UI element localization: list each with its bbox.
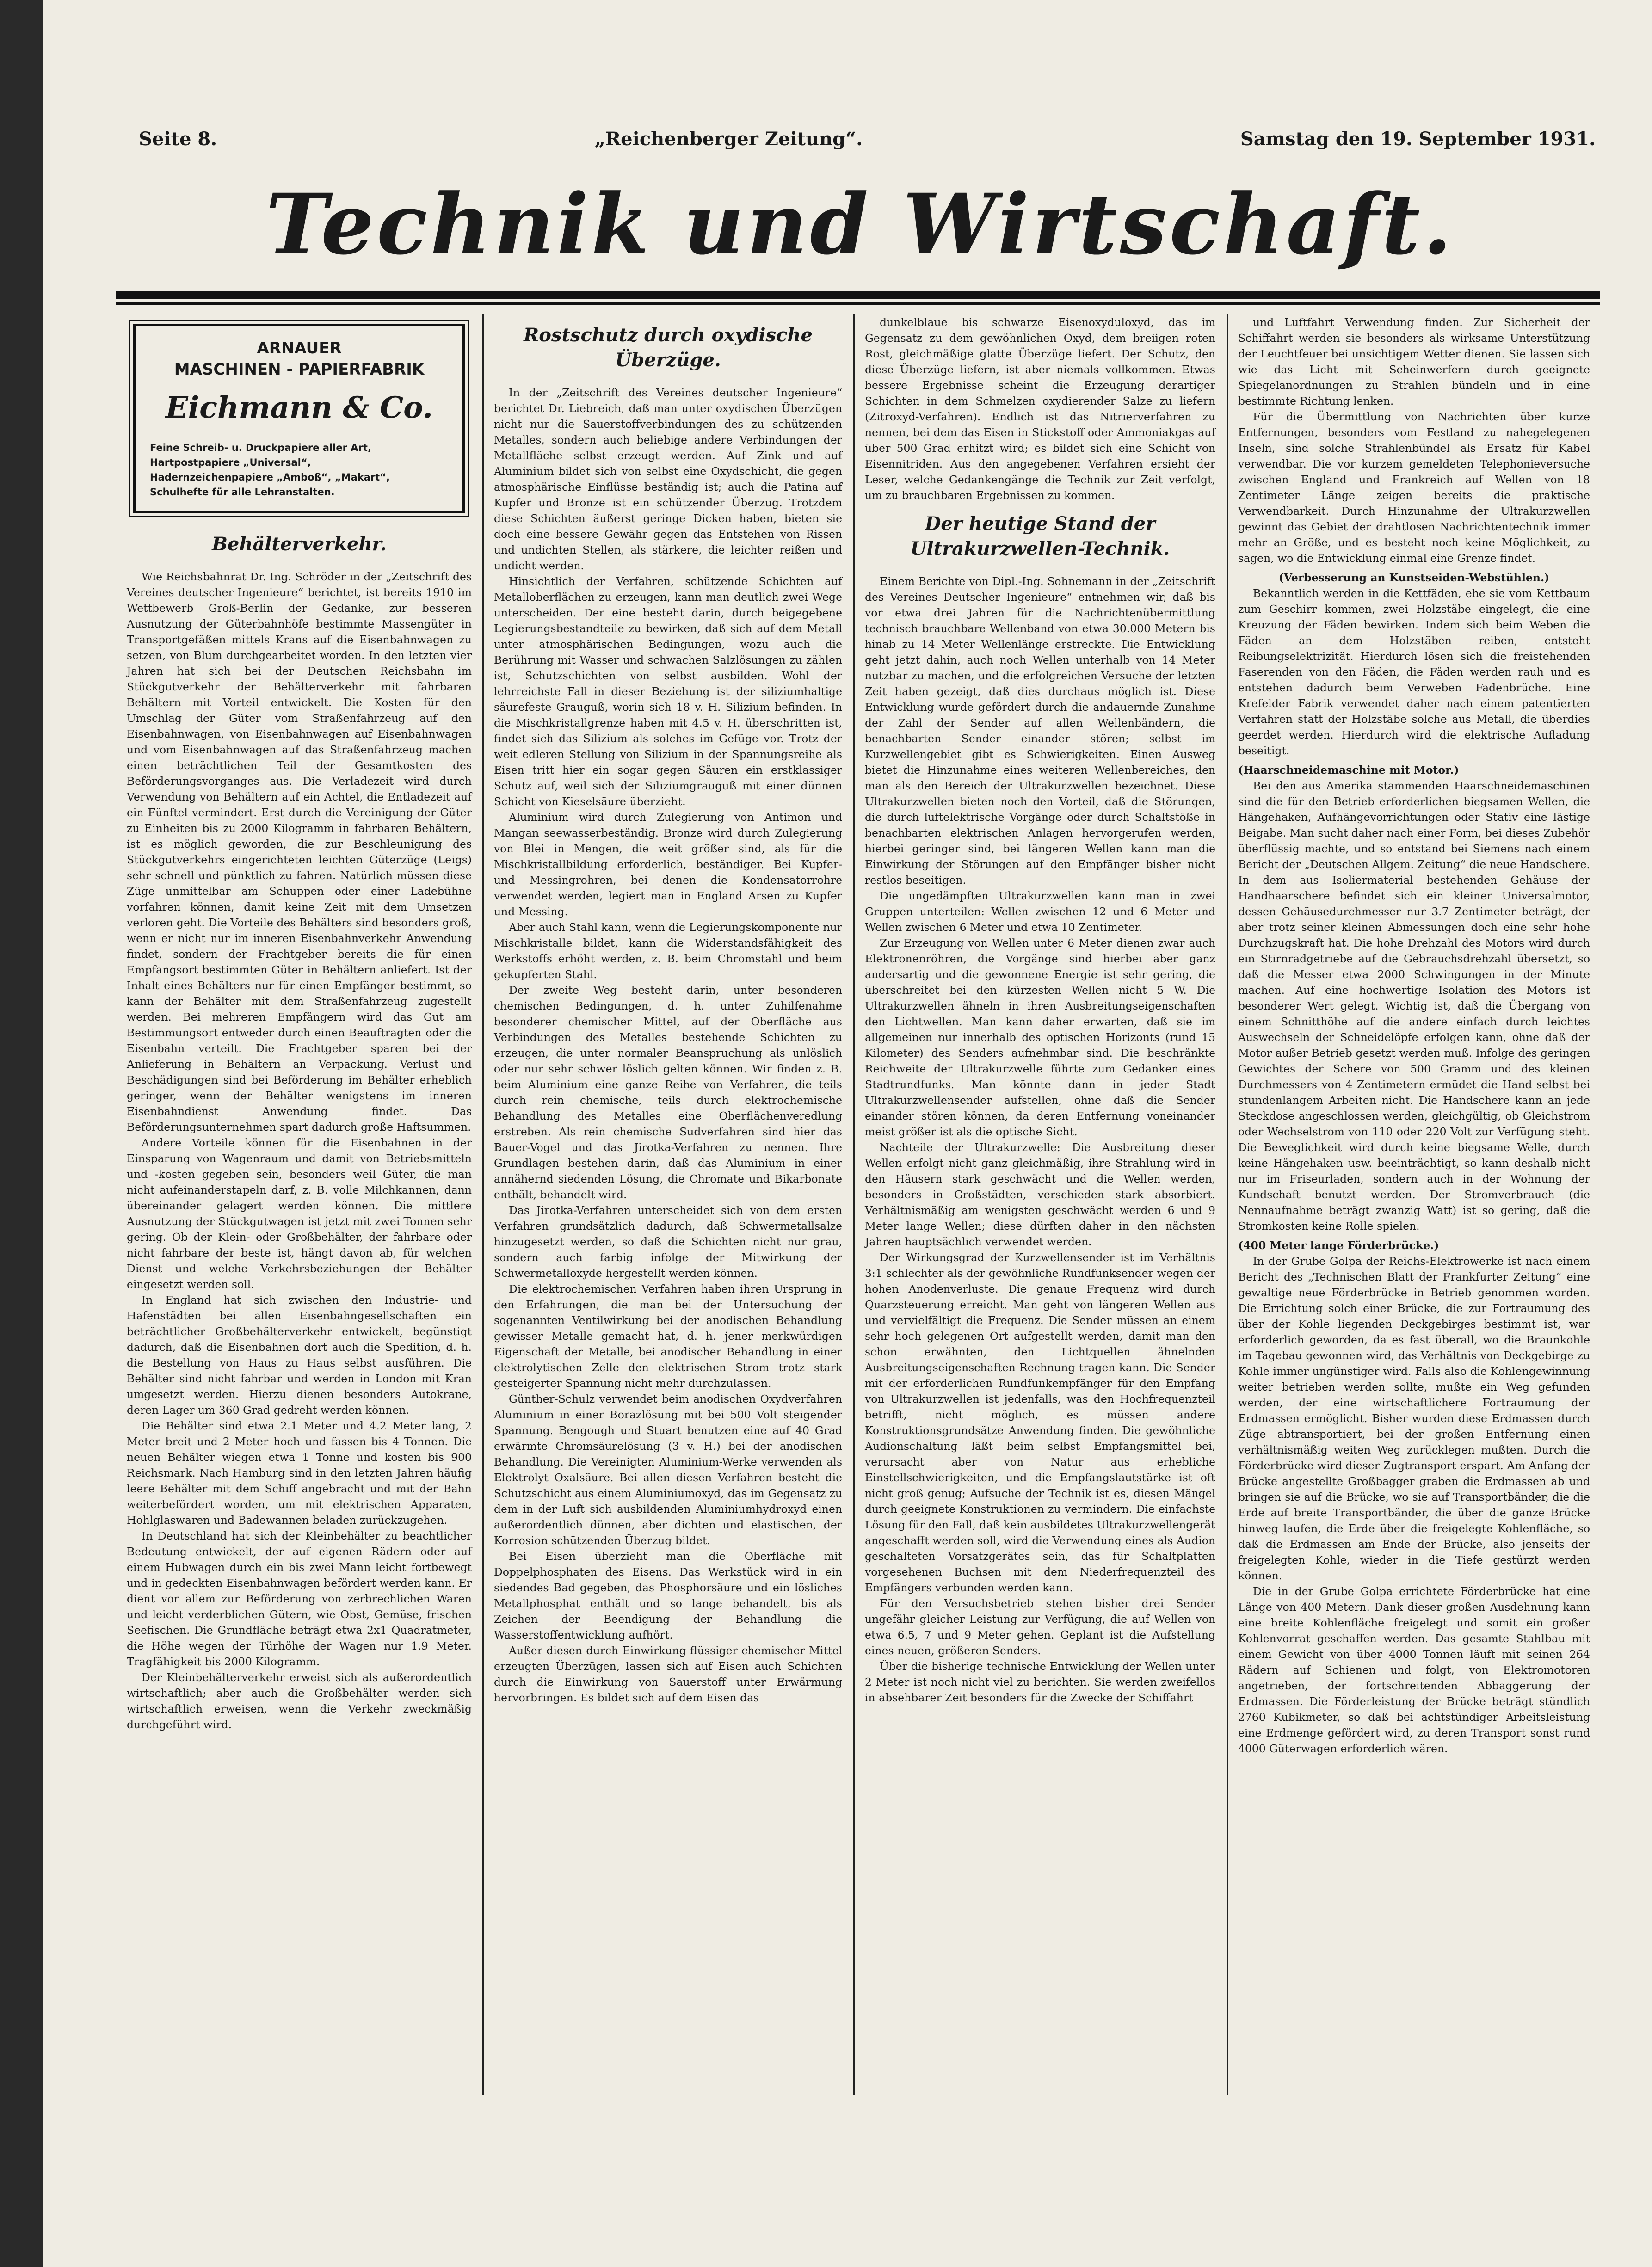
issue-date: Samstag den 19. September 1931. [1240, 128, 1596, 150]
article-paragraph: und Luftfahrt Verwendung finden. Zur Sicherheit der Schiffahrt werden sie besonders als wirksame Unterstützung der Leuchtfeuer bei unsichtigem Wetter dienen. Sie lassen sich wie das Licht mit Scheinwerfern durch geeignete Spiegelanordnungen zu Strahlen bündeln und in eine bestimmte Richtung lenken. [1238, 316, 1590, 407]
ad-line: Schulhefte für alle Lehranstalten. [150, 487, 335, 498]
article-paragraph: Einem Berichte von Dipl.-Ing. Sohnemann in der „Zeitschrift des Vereines Deutscher Ingenieure“ entnehmen wir, daß bis vor etwa drei Jahren für die Nachrichtenübermittlung technisch brauchbare Wellenband von etwa 30.000 Metern bis hinab zu 14 Meter Wellenlänge erstreckte. Die Entwicklung geht jetzt dahin, auch noch Wellen unterhalb von 14 Meter nutzbar zu machen, und die erfolgreichen Versuche der letzten Zeit haben gezeigt, daß dies durchaus möglich ist. Diese Entwicklung wurde gefördert durch die andauernde Zunahme der Zahl der Sender auf allen Wellenbändern, die benachbarten Sender einander stören; selbst im Kurzwellengebiet gibt es Schwierigkeiten. Einen Ausweg bietet die Hinzunahme eines weiteren Wellenbereiches, den man als den Bereich der Ultrakurzwellen bezeichnet. Diese Ultrakurzwellen bieten noch den Vorteil, daß die Störungen, die durch luftelektrische Vorgänge oder durch Schaltstöße in benachbarten elektrischen Anlagen hervorgerufen werden, hierbei geringer sind, bei längeren Wellen kann man die Einwirkung der Störungen auf den Empfänger bisher nicht restlos beseitigen. [865, 575, 1215, 887]
article-paragraph: Die ungedämpften Ultrakurzwellen kann man in zwei Gruppen unterteilen: Wellen zwischen 12 und 6 Meter und Wellen zwischen 6 Meter und etwa 10 Zentimeter. [865, 889, 1215, 934]
article-paragraph: Hinsichtlich der Verfahren, schützende Schichten auf Metalloberflächen zu erzeugen, kann man deutlich zwei Wege unterscheiden. Der eine besteht darin, durch beigegebene Legierungsbestandteile zu bewirken, daß sich auf dem Metall unter atmosphärischen Bedingungen, wozu auch die Berührung mit Wasser und schwachen Salzlösungen zu zählen ist, Schutzschichten von selbst ausbilden. Wohl der lehrreichste Fall in dieser Beziehung ist der siliziumhaltige säurefeste Grauguß, worin sich 18 v. H. Silizium befinden. In die Mischkristallgrenze haben mit 4.5 v. H. überschritten ist, findet sich das Silizium als solches im Gefüge vor. Trotz der weit edleren Stellung von Silizium in der Spannungsreihe als Eisen tritt hier ein sogar gegen Säuren ein erstklassiger Schutz auf, weil sich der Siliziumgrauguß mit einer dünnen Schicht von Kieselsäure überzieht. [494, 575, 842, 808]
article-paragraph: Für den Versuchsbetrieb stehen bisher drei Sender ungefähr gleicher Leistung zur Verfügung, die auf Wellen von etwa 6.5, 7 und 9 Meter gehen. Geplant ist die Aufstellung eines neuen, größeren Senders. [865, 1597, 1215, 1657]
article-paragraph: Aluminium wird durch Zulegierung von Antimon und Mangan seewasserbeständig. Bronze wird durch Zulegierung von Blei in Mengen, die weit größer sind, als für die Mischkristallbildung erforderlich, beständiger. Bei Kupfer- und Messingrohren, bei denen die Kondensatorrohre verwendet werden, legiert man in England Arsen zu Kupfer und Messing. [494, 811, 842, 918]
article-paragraph: Für die Übermittlung von Nachrichten über kurze Entfernungen, besonders vom Festland zu nahegelegenen Inseln, sind solche Strahlenbündel als Ersatz für Kabel verwendbar. Die vor kurzem gemeldeten Telephonieversuche zwischen England und Frankreich auf Wellen von 18 Zentimeter Länge zeigen bereits die praktische Verwendbarkeit. Durch Hinzunahme der Ultrakurzwellen gewinnt das Gebiet der drahtlosen Nachrichtentechnik immer mehr an Größe, und es besteht noch keine Möglichkeit, zu sagen, wo die Entwicklung einmal eine Grenze findet. [1238, 410, 1590, 565]
masthead-rule-thin [116, 302, 1600, 305]
column-2 [484, 314, 852, 2086]
article-paragraph: In der „Zeitschrift des Vereines deutscher Ingenieure“ berichtet Dr. Liebreich, daß man unter oxydischen Überzügen nicht nur die Sauerstoffverbindungen des zu schützenden Metalles, sondern auch beliebige andere Verbindungen der Metallfläche selbst erzeugt werden. Auf Zink und auf Aluminium bildet sich von selbst eine Oxydschicht, die gegen atmosphärische Einflüsse beständig ist; auch die Patina auf Kupfer und Bronze ist ein schützender Überzug. Trotzdem diese Schichten äußerst geringe Dicken haben, bieten sie doch eine bessere Gewähr gegen das Entstehen von Rissen und undichten Stellen, als stärkere, die leichter reißen und undicht werden. [494, 386, 842, 572]
article-paragraph: Bei den aus Amerika stammenden Haarschneidemaschinen sind die für den Betrieb erforderlichen biegsamen Wellen, die Hängehaken, Aufhängevorrichtungen oder Stativ eine lästige Beigabe. Man sucht daher nach einer Form, bei dieses Zubehör überflüssig machte, und so entstand bei Siemens nach einem Bericht der „Deutschen Allgem. Zeitung“ die neue Handschere. In dem aus Isoliermaterial bestehenden Gehäuse der Handhaarschere befindet sich ein kleiner Universalmotor, dessen Gehäusedurchmesser nur 3.7 Zentimeter beträgt, der aber trotz seiner kleinen Abmessungen doch eine sehr hohe Durchzugskraft hat. Die hohe Drehzahl des Motors wird durch ein Stirnradgetriebe auf die Gebrauchsdrehzahl übersetzt, so daß die Messer etwa 2000 Schwingungen in der Minute machen. Auf eine hochwertige Isolation des Motors ist besonderer Wert gelegt. Wichtig ist, daß die Übergang von einem Schnitthöhe auf die andere einfach durch leichtes Auswechseln der Schneidelöpfe erfolgen kann, ohne daß der Motor außer Betrieb gesetzt werden muß. Infolge des geringen Gewichtes der Schere von 500 Gramm und des kleinen Durchmessers von 4 Zentimetern ermüdet die Hand selbst bei stundenlangem Arbeiten nicht. Die Handschere kann an jede Steckdose angeschlossen werden, gleichgültig, ob Gleichstrom oder Wechselstrom von 110 oder 220 Volt zur Verfügung steht. Die Beweglichkeit wird durch keine biegsame Welle, durch keine Hängehaken usw. beeinträchtigt, so kann deshalb nicht nur im Friseurladen, sondern auch in der Wohnung der Kundschaft benutzt werden. Der Stromverbrauch (die Nennaufnahme beträgt zwanzig Watt) ist so gering, daß die Stromkosten keine Rolle spielen. [1238, 779, 1590, 1232]
article-headline: Der heutige Stand der Ultrakurzwellen-Technik. [910, 513, 1170, 560]
article-paragraph: In England hat sich zwischen den Industrie- und Hafenstädten bei allen Eisenbahngesellschaften ein beträchtlicher Großbehälterverkehr entwickelt, begünstigt dadurch, daß die Eisenbahnen dort auch die Spedition, d. h. die Bestellung von Haus zu Haus selbst ausführen. Die Behälter sind nicht fahrbar und werden in London mit Kran umgesetzt werden. Hierzu dienen besonders Autokrane, deren Lager um 360 Grad gedreht werden können. [127, 1294, 472, 1417]
ad-line: Hadernzeichenpapiere „Amboß“, „Makart“, [150, 472, 390, 483]
article-paragraph: Außer diesen durch Einwirkung flüssiger chemischer Mittel erzeugten Überzügen, lassen sich auf Eisen auch Schichten durch die Einwirkung von Sauerstoff unter Erwärmung hervorbringen. Es bildet sich auf dem Eisen das [494, 1644, 842, 1704]
article-paragraph: Wie Reichsbahnrat Dr. Ing. Schröder in der „Zeitschrift des Vereines deutscher Ingenieure“ berichtet, ist bereits 1910 im Wettbewerb Groß-Berlin der Gedanke, zur besseren Ausnutzung der Güterbahnhöfe bestimmte Massengüter in Transportgefäßen mittels Krans auf die Eisenbahnwagen zu setzen, von Blum durchgearbeitet worden. In den letzten vier Jahren hat sich bei der Deutschen Reichsbahn im Stückgutverkehr der Behälterverkehr mit fahrbaren Behältern mit Vorteil entwickelt. Die Kosten für den Umschlag der Güter vom Straßenfahrzeug auf den Eisenbahnwagen, von Eisenbahnwagen auf Eisenbahnwagen und vom Eisenbahnwagen auf das Straßenfahrzeug machen einen beträchtlichen Teil der Gesamtkosten des Beförderungsvorganges aus. Die Verladezeit wird durch Verwendung von Behältern auf ein Achtel, die Entladezeit auf ein Fünftel vermindert. Erst durch die Vereinigung der Güter zu Einheiten bis zu 2000 Kilogramm in fahrbaren Behältern, ist es möglich geworden, die zur Beschleunigung des Stückgutverkehrs eingerichteten leichten Güterzüge (Leigs) sehr schnell und pünktlich zu fahren. Natürlich müssen diese Züge unmittelbar am Schuppen oder einer Ladebühne vorfahren können, damit keine Zeit mit dem Umsetzen verloren geht. Die Vorteile des Behälters sind besonders groß, wenn er nicht nur im inneren Eisenbahnverkehr Anwendung findet, sondern der Frachtgeber bereits die für einen Empfangsort bestimmten Güter in Behältern anliefert. Ist der Inhalt eines Behälters nur für einen Empfänger bestimmt, so kann der Behälter mit dem Straßenfahrzeug zugestellt werden. Bei mehreren Empfängern wird das Gut am Bestimmungsort entweder durch einen Beauftragten oder die Eisenbahn verteilt. Die Frachtgeber sparen bei der Anlieferung in Behältern an Verpackung. Verlust und Beschädigungen sind bei Beförderung im Behälter erheblich geringer, wenn der Behälter wenigstens im inneren Eisenbahndienst Anwendung findet. Das Beförderungsunternehmen spart dadurch große Haftsummen. [127, 570, 472, 1134]
article-subheading: (400 Meter lange Förderbrücke.) [1238, 1239, 1439, 1252]
ad-line: Feine Schreib- u. Druckpapiere aller Art, [150, 442, 371, 453]
column-3 [855, 314, 1226, 2086]
article-paragraph: Der zweite Weg besteht darin, unter besonderen chemischen Bedingungen, d. h. unter Zuhilfenahme besonderer chemischer Mittel, auf der Oberfläche aus Verbindungen des Metalles bestehende Schichten zu erzeugen, die unter normaler Beanspruchung als unlöslich oder nur sehr schwer löslich gelten können. Wir finden z. B. beim Aluminium eine ganze Reihe von Verfahren, die teils durch rein chemische, teils durch elektrochemische Behandlung des Metalles eine Oberflächenveredlung erstreben. Als rein chemische Sudverfahren sind hier das Bauer-Vogel und das Jirotka-Verfahren zu nennen. Ihre Grundlagen bestehen darin, daß das Aluminium in einer annähernd siedenden Lösung, die Chromate und Bikarbonate enthält, behandelt wird. [494, 984, 842, 1201]
ad-line: ARNAUER [257, 339, 342, 357]
article-paragraph: Über die bisherige technische Entwicklung der Wellen unter 2 Meter ist noch nicht viel zu berichten. Sie werden zweifellos in absehbarer Zeit besonders für die Zwecke der Schiffahrt [865, 1660, 1215, 1704]
article-paragraph: Zur Erzeugung von Wellen unter 6 Meter dienen zwar auch Elektronenröhren, die Vorgänge sind hierbei aber ganz andersartig und die gewonnene Energie ist sehr gering, die überschreitet bei den kürzesten Wellen nicht 5 W. Die Ultrakurzwellen ähneln in ihren Ausbreitungseigenschaften den Lichtwellen. Man kann daher erwarten, daß sie im allgemeinen nur innerhalb des optischen Horizonts (rund 15 Kilometer) des Senders aufnehmbar sind. Die beschränkte Reichweite der Ultrakurzwelle führte zum Gedanken eines Stadtrundfunks. Man könnte dann in jeder Stadt Ultrakurzwellensender aufstellen, ohne daß die Sender einander stören können, da deren Entfernung voneinander meist größer ist als die optische Sicht. [865, 936, 1215, 1138]
article-paragraph: Andere Vorteile können für die Eisenbahnen in der Einsparung von Wagenraum und damit von Betriebsmitteln und -kosten gegeben sein, besonders weil Güter, die man nicht aufeinanderstapeln darf, z. B. volle Milchkannen, dann übereinander gelagert werden können. Die mittlere Ausnutzung der Stückgutwagen ist jetzt mit zwei Tonnen sehr gering. Ob der Klein- oder Großbehälter, der fahrbare oder nicht fahrbare der beste ist, hängt davon ab, für welchen Dienst und welche Verkehrsbeziehungen der Behälter eingesetzt werden soll. [127, 1136, 472, 1291]
article-paragraph: Nachteile der Ultrakurzwelle: Die Ausbreitung dieser Wellen erfolgt nicht ganz gleichmäßig, ihre Strahlung wird in den Häusern stark geschwächt und die Wellen werden, besonders in Großstädten, verschieden stark absorbiert. Verhältnismäßig am wenigsten geschwächt werden 6 und 9 Meter lange Wellen; diese dürften daher in den nächsten Jahren hauptsächlich verwendet werden. [865, 1141, 1215, 1248]
article-paragraph: Der Kleinbehälterverkehr erweist sich als außerordentlich wirtschaftlich; aber auch die Großbehälter werden sich wirtschaftlich erweisen, wenn die Verkehr zweckmäßig durchgeführt wird. [127, 1671, 472, 1731]
article-paragraph: In der Grube Golpa der Reichs-Elektrowerke ist nach einem Bericht des „Technischen Blatt der Frankfurter Zeitung“ eine gewaltige neue Förderbrücke in Betrieb genommen worden. Die Errichtung solch einer Brücke, die zur Fortraumung des über der Kohle liegenden Deckgebirges bestimmt ist, war erforderlich geworden, da es fast überall, wo die Braunkohle im Tagebau gewonnen wird, das Verhältnis von Deckgebirge zu Kohle immer ungünstiger wird. Falls also die Kohlengewinnung weiter betrieben werden sollte, mußte ein Weg gefunden werden, der eine wirtschaftlichere Fortraumung der Erdmassen ermöglicht. Bisher wurden diese Erdmassen durch Züge abtransportiert, bei der großen Entfernung einen verhältnismäßig weiten Weg zurücklegen mußten. Durch die Förderbrücke wird dieser Zugtransport erspart. Am Anfang der Brücke angestellte Großbagger graben die Erdmassen ab und bringen sie auf die Brücke, wo sie auf Transportbänder, die die Erde auf breite Transportbänder, die über die ganze Brücke hinweg laufen, die Erde über die freigelegte Kohlenfläche, so daß die Erdmassen am Ende der Brücke, also jenseits der freigelegten Kohle, wieder in die Tiefe gestürzt werden können. [1238, 1255, 1590, 1582]
ad-company-name: Eichmann & Co. [166, 390, 433, 425]
article-subheading: (Verbesserung an Kunstseiden-Webstühlen.) [1278, 571, 1550, 584]
article-paragraph: Die in der Grube Golpa errichtete Förderbrücke hat eine Länge von 400 Metern. Dank dieser großen Ausdehnung kann eine breite Kohlenfläche freigelegt und somit ein großer Kohlenvorrat geschaffen werden. Das gesamte Stahlbau mit einem Gewicht von über 4000 Tonnen läuft mit seinen 264 Rädern auf Schienen und folgt, von Elektromotoren angetrieben, der fortschreitenden Abbaggerung der Erdmassen. Die Förderleistung der Brücke beträgt stündlich 2760 Kubikmeter, so daß bei achtstündiger Arbeitsleistung eine Erdmenge gefördert wird, zu deren Transport sonst rund 4000 Güterwagen erforderlich wären. [1238, 1585, 1590, 1755]
article-paragraph: Günther-Schulz verwendet beim anodischen Oxydverfahren Aluminium in einer Borazlösung mit bei 500 Volt steigender Spannung. Bengough und Stuart benutzen eine auf 40 Grad erwärmte Chromsäurelösung (3 v. H.) bei der anodischen Behandlung. Die Vereinigten Aluminium-Werke verwenden als Elektrolyt Oxalsäure. Bei allen diesen Verfahren besteht die Schutzschicht aus einem Aluminiumoxyd, das im Gegensatz zu dem in der Luft sich ausbildenden Aluminiumhydroxyd einen außerordentlich dünnen, aber dichten und elastischen, der Korrosion schützenden Überzug bildet. [494, 1392, 842, 1547]
paper-name: „Reichenberger Zeitung“. [594, 128, 863, 150]
article-paragraph: Der Wirkungsgrad der Kurzwellensender ist im Verhältnis 3:1 schlechter als der gewöhnliche Rundfunksender wegen der hohen Anodenverluste. Die genaue Frequenz wird durch Quarzsteuerung erreicht. Man geht von längeren Wellen aus und vervielfältigt die Frequenz. Die Sender müssen an einem sehr hoch gelegenen Ort aufgestellt werden, damit man den schon erwähnten, den Lichtquellen ähnelnden Ausbreitungseigenschaften Rechnung tragen kann. Die Sender mit der erforderlichen Rundfunkempfänger für den Empfang von Ultrakurzwellen ist jedenfalls, was den Hochfrequenzteil betrifft, nicht möglich, es müssen andere Konstruktionsgrundsätze Anwendung finden. Die gewöhnliche Audionschaltung läßt beim selbst Empfangsmittel bei, verursacht aber von Natur aus erhebliche Einstellschwierigkeiten, und die Empfangslautstärke ist oft nicht groß genug; Aufsuche der Technik ist es, diesen Mängel durch geeignete Konstruktionen zu vermindern. Die einfachste Lösung für den Fall, daß kein ausbildetes Ultrakurzwellengerät angeschafft werden soll, wird die Verwendung eines als Audion geschalteten Vorsatzgerätes sein, das für Schaltplatten vorgesehenen Buchsen mit dem Niederfrequenzteil des Empfängers verbunden werden kann. [865, 1251, 1215, 1594]
masthead-rule-thick [116, 291, 1600, 299]
column-4 [1228, 314, 1600, 2086]
article-paragraph: Das Jirotka-Verfahren unterscheidet sich von dem ersten Verfahren grundsätzlich dadurch, daß Schwermetallsalze hinzugesetzt werden, so daß die Schichten nicht nur grau, sondern auch farbig infolge der Mitwirkung der Schwermetalloxyde hergestellt werden können. [494, 1204, 842, 1280]
article-paragraph: Bekanntlich werden in die Kettfäden, ehe sie vom Kettbaum zum Geschirr kommen, zwei Holzstäbe eingelegt, die eine Kreuzung der Fäden bewirken. Indem sich beim Weben die Fäden an dem Holzstäben reiben, entsteht Reibungselektrizität. Hierdurch lösen sich die freistehenden Faserenden von den Fäden, die Fäden werden rauh und es entstehen dadurch beim Verweben Fadenbrüche. Eine Krefelder Fabrik verwendet daher nach einem patentierten Verfahren statt der Holzstäbe solche aus Metall, die überdies geerdet werden. Hierdurch wird die elektrische Aufladung beseitigt. [1238, 587, 1590, 757]
ad-line: MASCHINEN - PAPIERFABRIK [174, 360, 425, 379]
article-subheading: (Haarschneidemaschine mit Motor.) [1238, 764, 1459, 776]
column-1 [117, 314, 482, 2086]
page-header [139, 125, 1596, 153]
article-paragraph: Bei Eisen überzieht man die Oberfläche mit Doppelphosphaten des Eisens. Das Werkstück wird in ein siedendes Bad gegeben, das Phosphorsäure und ein lösliches Metallphosphat enthält und so lange behandelt, bis als Zeichen der Beendigung der Behandlung die Wasserstoffentwicklung aufhört. [494, 1550, 842, 1641]
page-number: Seite 8. [139, 128, 217, 150]
article-paragraph: Die elektrochemischen Verfahren haben ihren Ursprung in den Erfahrungen, die man bei der Untersuchung der sogenannten Ventilwirkung bei der anodischen Behandlung gewisser Metalle gemacht hat, d. h. jener merkwürdigen Eigenschaft der Metalle, bei anodischer Behandlung in einer elektrolytischen Zelle den elektrischen Strom trotz stark gesteigerter Spannung nicht mehr durchzulassen. [494, 1282, 842, 1390]
article-paragraph: Aber auch Stahl kann, wenn die Legierungskomponente nur Mischkristalle bildet, kann die Widerstandsfähigkeit des Werkstoffs erhöht werden, z. B. beim Chromstahl und beim gekupferten Stahl. [494, 921, 842, 981]
article-paragraph: Die Behälter sind etwa 2.1 Meter und 4.2 Meter lang, 2 Meter breit und 2 Meter hoch und fassen bis 4 Tonnen. Die neuen Behälter wiegen etwa 1 Tonne und kosten bis 900 Reichsmark. Nach Hamburg sind in den letzten Jahren häufig leere Behälter mit dem Schiff angebracht und mit der Bahn weiterbefördert worden, um mit elektrischen Apparaten, Hohlglaswaren und Badewannen beladen zurückzugehen. [127, 1419, 472, 1527]
ad-line: Hartpostpapiere „Universal“, [150, 457, 311, 468]
article-paragraph: dunkelblaue bis schwarze Eisenoxyduloxyd, das im Gegensatz zu dem gewöhnlichen Oxyd, dem breiigen roten Rost, gleichmäßige glatte Überzüge liefert. Der Schutz, den diese Überzüge liefern, ist aber niemals vollkommen. Etwas bessere Ergebnisse scheint die Erzeugung derartiger Schichten in dem Schmelzen oxydierender Salze zu liefern (Zitroxyd-Verfahren). Endlich ist das Nitrierverfahren zu nennen, bei dem das Eisen in Stickstoff oder Ammoniakgas auf über 500 Grad erhitzt wird; es bildet sich eine Schicht von Eisennitriden. Aus den angegebenen Verfahren ersieht der Leser, welche Gedankengänge die Technik zur Zeit verfolgt, um zu brauchbaren Ergebnissen zu kommen. [865, 316, 1215, 502]
advertisement-box [133, 324, 465, 513]
article-headline: Rostschutz durch oxydische Überzüge. [524, 324, 813, 371]
scan-border [0, 0, 43, 2267]
section-masthead: Technik und Wirtschaft. [265, 175, 1455, 273]
article-paragraph: In Deutschland hat sich der Kleinbehälter zu beachtlicher Bedeutung entwickelt, der auf eigenen Rädern oder auf einem Hubwagen durch ein bis zwei Mann leicht fortbewegt und in gedeckten Eisenbahnwagen befördert werden kann. Er dient vor allem zur Beförderung von zerbrechlichen Waren und leicht verderblichen Gütern, wie Obst, Gemüse, frischen Seefischen. Die Grundfläche beträgt etwa 2x1 Quadratmeter, die Höhe wegen der Türhöhe der Wagen nur 1.9 Meter. Tragfähigkeit bis 2000 Kilogramm. [127, 1529, 472, 1668]
article-headline: Behälterverkehr. [212, 533, 387, 555]
